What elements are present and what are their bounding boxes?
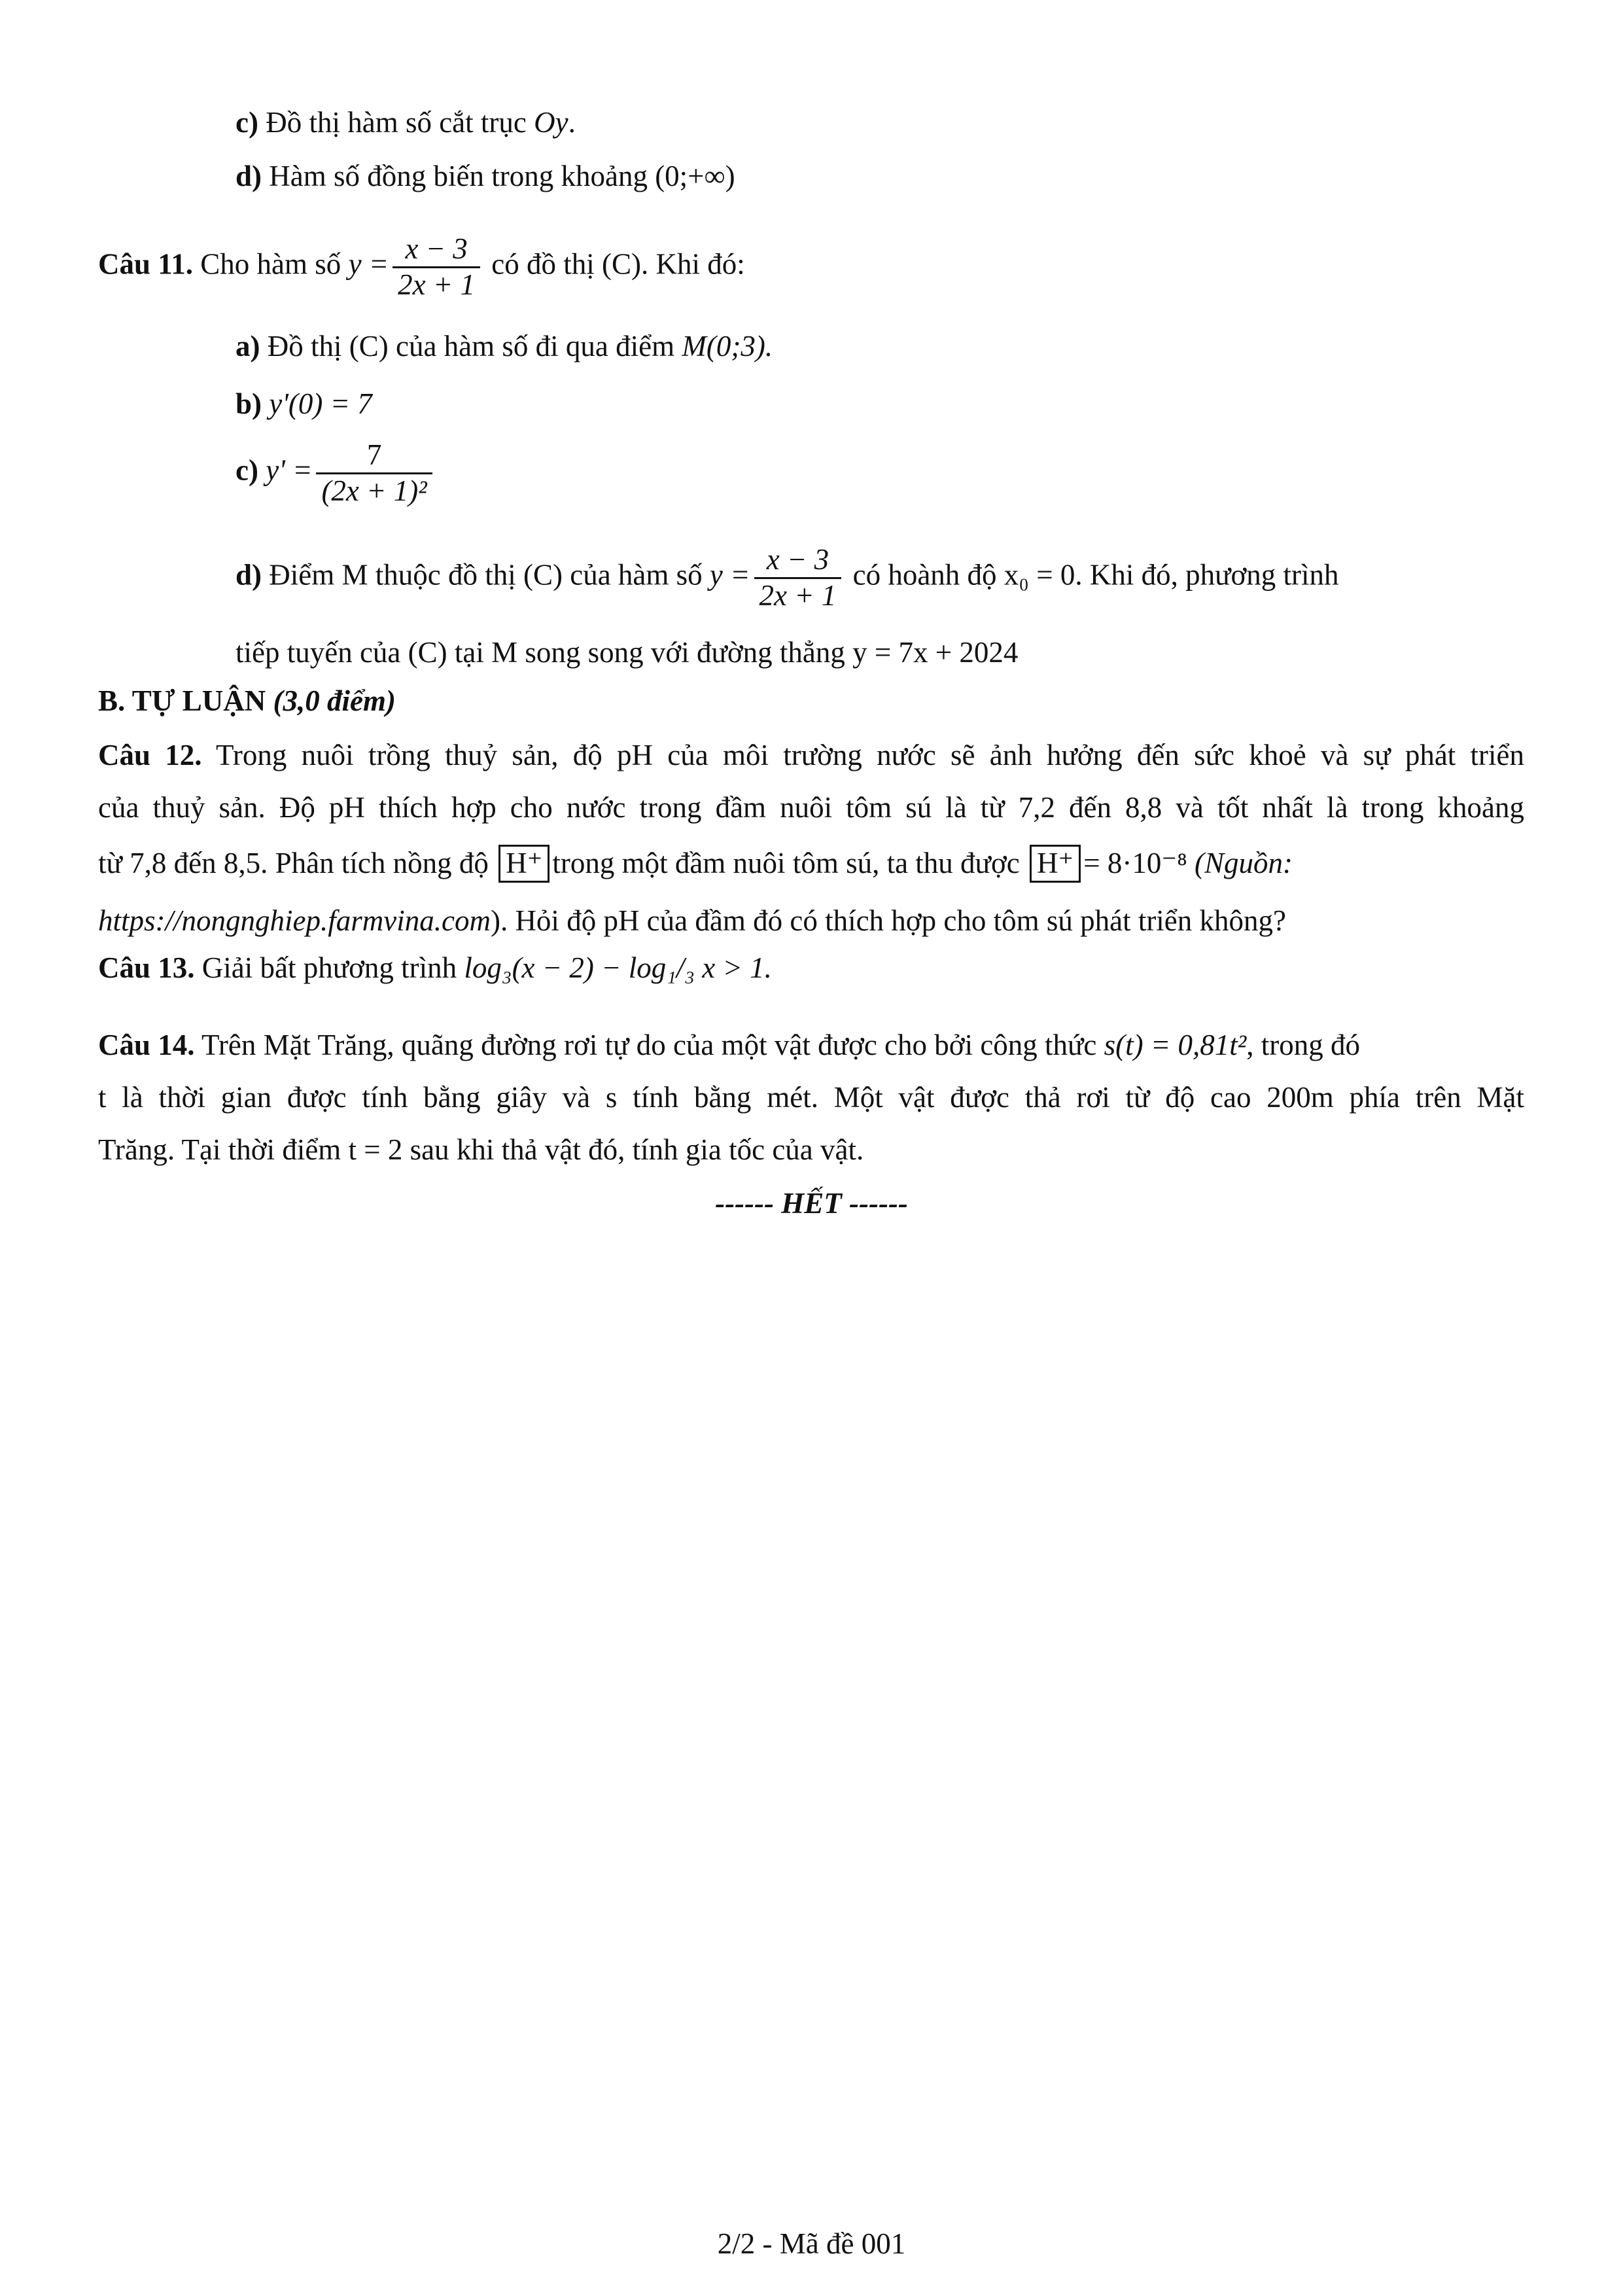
h-ion-bracket: H⁺ [498, 845, 550, 883]
end-mark: ------ HẾT ------ [715, 1187, 908, 1220]
q11-c-fraction: $\frac{7}{\text{(2x + 1)²}}$ [316, 438, 432, 508]
q10-option-d: d) Hàm số đồng biến trong khoảng (0;+∞) [236, 160, 735, 192]
q11-stem: Câu 11. Cho hàm số y = $\frac{x - 3}{2x + 1}$ có đồ thị (C). Khi đó: [98, 232, 745, 301]
q11-option-d-line2: tiếp tuyến của (C) tại M song song với đường thẳng y = 7x + 2024 [236, 636, 1019, 669]
q14-line-3: Trăng. Tại thời điểm t = 2 sau khi thả vật đó, tính gia tốc của vật. [98, 1133, 864, 1166]
q11-d-fraction: $\frac{x - 3}{2x + 1}$ [754, 543, 842, 613]
section-b-heading: B. TỰ LUẬN (3,0 điểm) [98, 684, 396, 717]
q12-line-3: từ 7,8 đến 8,5. Phân tích nồng độ H⁺ trong một đầm nuôi tôm sú, ta thu được H⁺ = 8·10⁻⁸ (Nguồn: [98, 844, 1524, 883]
q11-option-a: a) Đồ thị (C) của hàm số đi qua điểm M(0;3). [236, 330, 773, 362]
q12-line-4: https://nongnghiep.farmvina.com). Hỏi độ pH của đầm đó có thích hợp cho tôm sú phát triển không? [98, 904, 1287, 937]
q14-line-1: Câu 14. Trên Mặt Trăng, quãng đường rơi tự do của một vật được cho bởi công thức s(t) = 0,81t², trong đó [98, 1029, 1361, 1061]
h-ion-bracket-2: H⁺ [1030, 845, 1081, 883]
q11-fraction: $\frac{x - 3}{2x + 1}$ [393, 232, 480, 302]
q14-line-2: t là thời gian được tính bằng giây và s tính bằng mét. Một vật được thả rơi từ độ cao 200m phía trên Mặt [98, 1081, 1524, 1114]
q12-line-2: của thuỷ sản. Độ pH thích hợp cho nước trong đầm nuôi tôm sú là từ 7,2 đến 8,8 và tốt nhất là trong khoảng [98, 791, 1524, 824]
q11-option-c: c) y' = $\frac{7}{\text{(2x + 1)²}}$ [236, 438, 436, 508]
q11-option-b: b) y'(0) = 7 [236, 387, 372, 420]
q12-line-1: Câu 12. Trong nuôi trồng thuỷ sản, độ pH của môi trường nước sẽ ảnh hưởng đến sức khoẻ và sự phát triển [98, 739, 1525, 771]
page-footer: 2/2 - Mã đề 001 [717, 2227, 906, 2260]
q10-option-c: c) Đồ thị hàm số cắt trục Oy. [236, 106, 576, 139]
q13: Câu 13. Giải bất phương trình log₃(x − 2) − log₁/₃ x > 1. [98, 951, 772, 984]
q11-option-d: d) Điểm M thuộc đồ thị (C) của hàm số y = $\frac{x - 3}{2x + 1}$ có hoành độ x₀ = 0. Khi đó, phương trình [236, 543, 1339, 612]
